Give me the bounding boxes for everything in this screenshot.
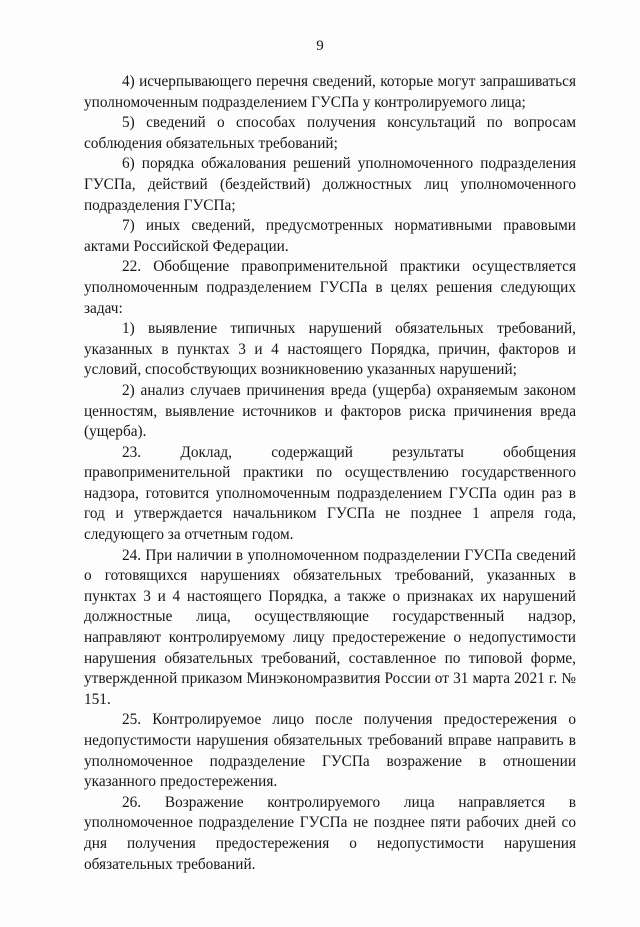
paragraph-item-4: 4) исчерпывающего перечня сведений, которые могут запрашиваться уполномоченным подразделением ГУСПа у контролируемого лица; <box>84 73 576 111</box>
paragraph-item-6: 6) порядка обжалования решений уполномоченного подразделения ГУСПа, действий (бездействий) должностных лиц уполномоченного подразделения ГУСПа; <box>84 155 576 214</box>
paragraph-clause-25: 25. Контролируемое лицо после получения предостережения о недопустимости нарушения обязательных требований вправе направить в уполномоченное подразделение ГУСПа возражение в отношении указанного предостережения. <box>84 711 576 791</box>
paragraph-task-2: 2) анализ случаев причинения вреда (ущерба) охраняемым законом ценностям, выявление источников и факторов риска причинения вреда (ущерба). <box>84 381 576 441</box>
paragraph-item-5: 5) сведений о способах получения консультаций по вопросам соблюдения обязательных требований; <box>84 114 576 152</box>
paragraph-clause-23: 23. Доклад, содержащий результаты обобщения правоприменительной практики по осуществлению государственного надзора, готовится уполномоченным подразделением ГУСПа один раз в год и утверждается начальником ГУСПа не позднее 1 апреля года, следующего за отчетным годом. <box>84 443 576 544</box>
paragraph-clause-26: 26. Возражение контролируемого лица направляется в уполномоченное подразделение ГУСПа не позднее пяти рабочих дней со дня получения предостережения о недопустимости нарушения обязательных требований. <box>84 793 576 873</box>
paragraph-item-7: 7) иных сведений, предусмотренных нормативными правовыми актами Российской Федерации. <box>84 217 576 255</box>
document-body <box>84 72 576 875</box>
page-number: 9 <box>316 38 324 54</box>
paragraph-clause-24: 24. При наличии в уполномоченном подразделении ГУСПа сведений о готовящихся нарушениях обязательных требований, указанных в пунктах 3 и 4 настоящего Порядка, а также о признаках их нарушений должностные лица, осуществляющие государственный надзор, направляют контролируемому лицу предостережение о недопустимости нарушения обязательных требований, составленное по типовой форме, утвержденной приказом Минэкономразвития России от 31 марта 2021 г. № 151. <box>84 546 576 708</box>
paragraph-clause-22: 22. Обобщение правоприменительной практики осуществляется уполномоченным подразделением ГУСПа в целях решения следующих задач: <box>84 258 576 317</box>
paragraph-task-1: 1) выявление типичных нарушений обязательных требований, указанных в пунктах 3 и 4 настоящего Порядка, причин, факторов и условий, способствующих возникновению указанных нарушений; <box>84 320 576 379</box>
